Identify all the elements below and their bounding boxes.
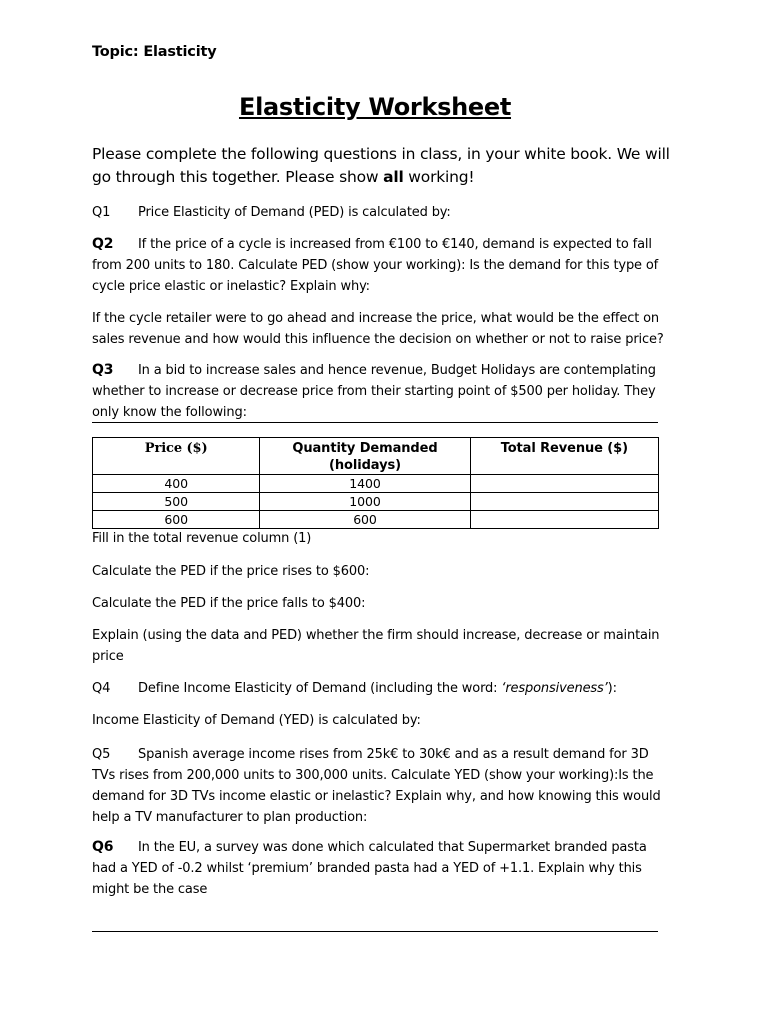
cell-revenue[interactable] <box>470 511 658 529</box>
cell-quantity: 1000 <box>260 493 470 511</box>
question-1 <box>92 202 672 223</box>
table-row <box>93 493 659 511</box>
question-2 <box>92 234 672 297</box>
question-keyword: ‘responsiveness’ <box>501 681 608 696</box>
question-label: Q2 <box>92 236 114 252</box>
question-text: In a bid to increase sales and hence revenue, Budget Holidays are contemplating whether to increase or decrease price from their starting point of $500 per holiday. They only know the following: <box>92 363 656 420</box>
intro-paragraph <box>92 143 672 189</box>
header-revenue: Total Revenue ($) <box>470 438 658 475</box>
table-header-row <box>93 438 659 475</box>
question-3-fill: Fill in the total revenue column (1) <box>92 531 312 546</box>
question-text-end: ): <box>607 681 617 696</box>
question-4 <box>92 678 672 699</box>
cell-revenue[interactable] <box>470 493 658 511</box>
intro-text: Please complete the following questions in class, in your white book. We will go through this together. Please show <box>92 145 670 186</box>
table-row <box>93 511 659 529</box>
header-quantity: Quantity Demanded (holidays) <box>260 438 470 475</box>
header-price: Price ($) <box>93 438 260 475</box>
question-3-fall: Calculate the PED if the price falls to $400: <box>92 596 366 611</box>
intro-text-end: working! <box>403 168 475 186</box>
question-3-explain: Explain (using the data and PED) whether the firm should increase, decrease or maintain price <box>92 628 660 664</box>
question-label: Q5 <box>92 747 111 762</box>
question-text: Spanish average income rises from 25k€ to 30k€ and as a result demand for 3D TVs rises from 200,000 units to 300,000 units. Calculate YED (show your working):Is the demand for 3D TVs income elastic or inelastic? Explain why, and how knowing this would help a TV manufacturer to plan production: <box>92 747 661 825</box>
question-3 <box>92 360 672 423</box>
question-2-followup: If the cycle retailer were to go ahead and increase the price, what would be the effect on sales revenue and how would this influence the decision on whether or not to raise price? <box>92 311 664 347</box>
question-text: If the price of a cycle is increased from €100 to €140, demand is expected to fall from 200 units to 180. Calculate PED (show your working): Is the demand for this type of cycle price elastic or inelastic? Explain why: <box>92 237 659 294</box>
question-4-yed: Income Elasticity of Demand (YED) is calculated by: <box>92 713 421 728</box>
cell-quantity: 600 <box>260 511 470 529</box>
question-label: Q1 <box>92 205 111 220</box>
question-text: Define Income Elasticity of Demand (including the word: <box>138 681 502 696</box>
cell-price: 400 <box>93 475 260 493</box>
question-3-rise: Calculate the PED if the price rises to $600: <box>92 564 370 579</box>
cell-price: 600 <box>93 511 260 529</box>
topic-heading: Topic: Elasticity <box>92 44 217 60</box>
intro-emphasis: all <box>383 168 404 186</box>
table-row <box>93 475 659 493</box>
answer-line <box>92 931 658 932</box>
cell-price: 500 <box>93 493 260 511</box>
question-5 <box>92 744 672 828</box>
question-text: Price Elasticity of Demand (PED) is calculated by: <box>138 205 451 220</box>
cell-revenue[interactable] <box>470 475 658 493</box>
cell-quantity: 1400 <box>260 475 470 493</box>
question-6 <box>92 837 672 900</box>
revenue-table <box>92 437 659 529</box>
question-label: Q3 <box>92 362 114 378</box>
question-text: In the EU, a survey was done which calculated that Supermarket branded pasta had a YED of -0.2 whilst ‘premium’ branded pasta had a YED of +1.1. Explain why this might be the case <box>92 840 647 897</box>
answer-line <box>92 422 658 423</box>
page-title: Elasticity Worksheet <box>238 93 512 121</box>
question-label: Q6 <box>92 839 114 855</box>
question-label: Q4 <box>92 681 111 696</box>
